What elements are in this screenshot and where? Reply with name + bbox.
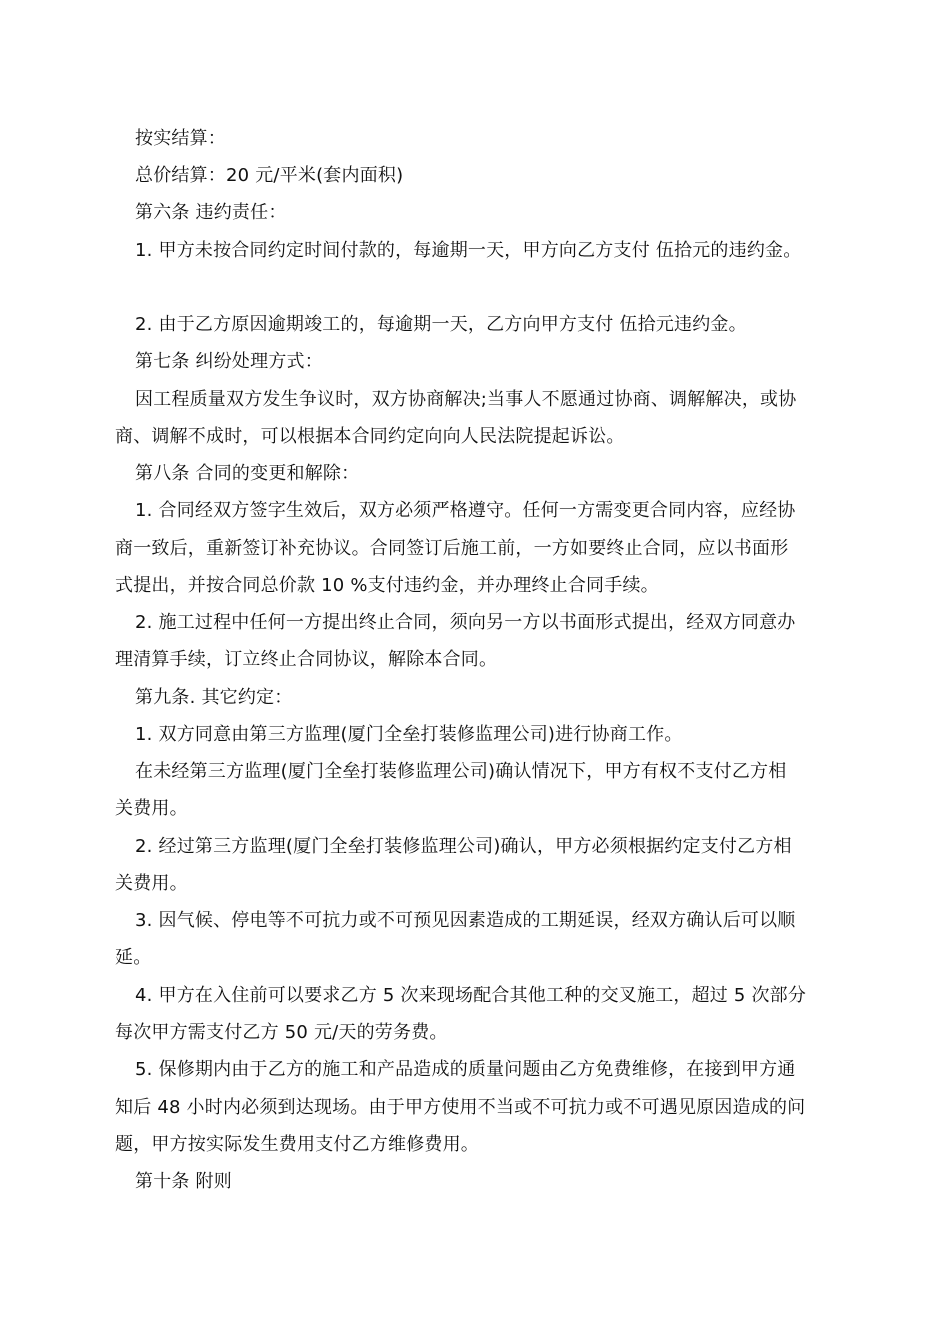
text-line: 1. 合同经双方签字生效后，双方必须严格遵守。任何一方需变更合同内容，应经协 bbox=[135, 500, 796, 521]
text-line: 4. 甲方在入住前可以要求乙方 5 次来现场配合其他工种的交叉施工，超过 5 次部分 bbox=[135, 985, 807, 1006]
section-heading: 第九条. 其它约定： bbox=[135, 687, 293, 708]
text-line: 2. 由于乙方原因逾期竣工的，每逾期一天，乙方向甲方支付 伍拾元违约金。 bbox=[135, 314, 747, 335]
text-line: 关费用。 bbox=[115, 798, 188, 819]
text-line: 知后 48 小时内必须到达现场。由于甲方使用不当或不可抗力或不可遇见原因造成的问 bbox=[115, 1097, 806, 1118]
text-line: 2. 施工过程中任何一方提出终止合同，须向另一方以书面形式提出，经双方同意办 bbox=[135, 612, 796, 633]
section-heading: 第六条 违约责任： bbox=[135, 202, 287, 223]
text-line: 2. 经过第三方监理(厦门全垒打装修监理公司)确认，甲方必须根据约定支付乙方相 bbox=[135, 836, 792, 857]
section-heading: 第七条 纠纷处理方式： bbox=[135, 351, 323, 372]
text-line: 因工程质量双方发生争议时，双方协商解决;当事人不愿通过协商、调解解决，或协 bbox=[135, 389, 797, 410]
text-line: 每次甲方需支付乙方 50 元/天的劳务费。 bbox=[115, 1022, 448, 1043]
text-line: 1. 甲方未按合同约定时间付款的，每逾期一天，甲方向乙方支付 伍拾元的违约金。 bbox=[135, 240, 802, 261]
text-line: 按实结算： bbox=[135, 128, 226, 149]
text-line: 题，甲方按实际发生费用支付乙方维修费用。 bbox=[115, 1134, 479, 1155]
text-line: 商、调解不成时，可以根据本合同约定向向人民法院提起诉讼。 bbox=[115, 426, 625, 447]
text-line: 5. 保修期内由于乙方的施工和产品造成的质量问题由乙方免费维修，在接到甲方通 bbox=[135, 1059, 796, 1080]
text-line: 关费用。 bbox=[115, 873, 188, 894]
section-heading: 第八条 合同的变更和解除： bbox=[135, 463, 360, 484]
text-line: 延。 bbox=[115, 947, 152, 968]
text-line: 总价结算：20 元/平米(套内面积) bbox=[135, 165, 404, 186]
text-line: 在未经第三方监理(厦门全垒打装修监理公司)确认情况下，甲方有权不支付乙方相 bbox=[135, 761, 787, 782]
section-heading: 第十条 附则 bbox=[135, 1171, 232, 1192]
text-line: 理清算手续，订立终止合同协议，解除本合同。 bbox=[115, 649, 498, 670]
text-line: 3. 因气候、停电等不可抗力或不可预见因素造成的工期延误，经双方确认后可以顺 bbox=[135, 910, 796, 931]
text-line: 1. 双方同意由第三方监理(厦门全垒打装修监理公司)进行协商工作。 bbox=[135, 724, 683, 745]
text-line: 商一致后，重新签订补充协议。合同签订后施工前，一方如要终止合同，应以书面形 bbox=[115, 538, 789, 559]
text-line: 式提出，并按合同总价款 10 %支付违约金，并办理终止合同手续。 bbox=[115, 575, 659, 596]
